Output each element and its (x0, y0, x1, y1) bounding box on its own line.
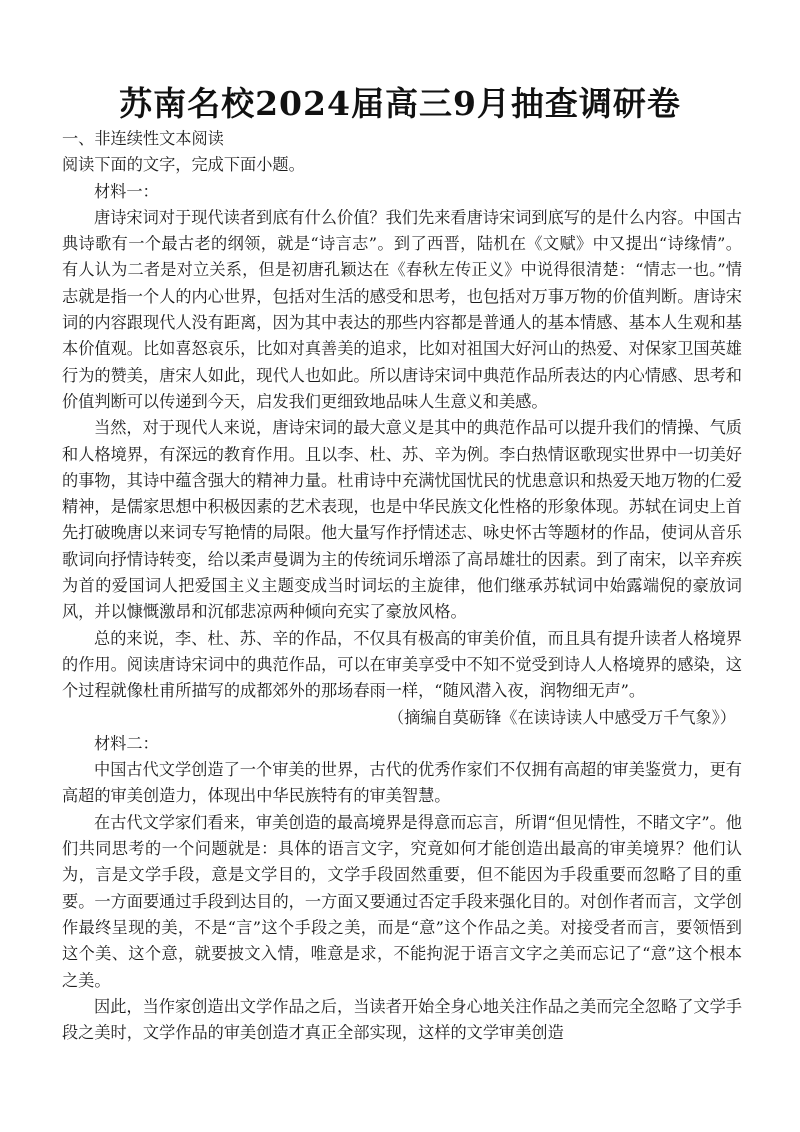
material-two-label: 材料二： (94, 733, 159, 753)
exam-title: 苏南名校2024届高三9月抽查调研卷 (119, 84, 681, 123)
section-heading: 一、非连续性文本阅读 (62, 129, 224, 148)
material-one-source: （摘编自莫砺锋《在读诗读人中感受万千气象》） (387, 707, 736, 727)
instruction-text: 阅读下面的文字，完成下面小题。 (62, 155, 305, 175)
material-one-paragraph: 唐诗宋词对于现代读者到底有什么价值？我们先来看唐诗宋词到底写的是什么内容。中国古典诗歌有一个最古老的纲领，就是“诗言志”。到了西晋，陆机在《文赋》中又提出“诗缘情”。有人认为二者是对立关系，但是初唐孔颖达在《春秋左传正义》中说得很清楚：“情志一也。”情志就是指一个人的内心世界，包括对生活的感受和思考，也包括对万事万物的价值判断。唐诗宋词的内容跟现代人没有距离，因为其中表达的那些内容都是普通人的基本情感、基本人生观和基本价值观。比如喜怒哀乐，比如对真善美的追求，比如对祖国大好河山的热爱、对保家卫国英雄行为的赞美，唐宋人如此，现代人也如此。所以唐诗宋词中典范作品所表达的内心情感、思考和价值判断可以传递到今天，启发我们更细致地品味人生意义和美感。 (62, 207, 742, 411)
material-one-paragraph: 当然，对于现代人来说，唐诗宋词的最大意义是其中的典范作品可以提升我们的情操、气质和人格境界，有深远的教育作用。且以李、杜、苏、辛为例。李白热情讴歌现实世界中一切美好的事物，其诗中蕴含强大的精神力量。杜甫诗中充满忧国忧民的忧患意识和热爱天地万物的仁爱精神，是儒家思想中积极因素的艺术表现，也是中华民族文化性格的形象体现。苏轼在词史上首先打破晚唐以来词专写艳情的局限。他大量写作抒情述志、咏史怀古等题材的作品，使词从音乐歌词向抒情诗转变，给以柔声曼调为主的传统词乐增添了高昂雄壮的因素。到了南宋，以辛弃疾为首的爱国词人把爱国主义主题变成当时词坛的主旋律，他们继承苏轼词中始露端倪的豪放词风，并以慷慨激昂和沉郁悲凉两种倾向充实了豪放风格。 (62, 418, 742, 622)
material-one-paragraph: 总的来说，李、杜、苏、辛的作品，不仅具有极高的审美价值，而且具有提升读者人格境界的作用。阅读唐诗宋词中的典范作品，可以在审美享受中不知不觉受到诗人人格境界的感染，这个过程就像杜甫所描写的成都郊外的那场春雨一样，“随风潜入夜，润物细无声”。 (62, 628, 742, 701)
reading-passage (62, 126, 742, 1046)
material-one-label: 材料一： (94, 181, 159, 201)
material-two-paragraph: 中国古代文学创造了一个审美的世界，古代的优秀作家们不仅拥有高超的审美鉴赏力，更有高超的审美创造力，体现出中华民族特有的审美智慧。 (62, 760, 742, 806)
material-two-paragraph: 在古代文学家们看来，审美创造的最高境界是得意而忘言，所谓“但见情性，不睹文字”。他们共同思考的一个问题就是：具体的语言文字，究竟如何才能创造出最高的审美境界？他们认为，言是文学手段，意是文学目的，文学手段固然重要，但不能因为手段重要而忽略了目的重要。一方面要通过手段到达目的，一方面又要通过否定手段来强化目的。对创作者而言，文学创作最终呈现的美，不是“言”这个手段之美，而是“意”这个作品之美。对接受者而言，要领悟到这个美、这个意，就要披文入情，唯意是求，不能拘泥于语言文字之美而忘记了“意”这个根本之美。 (62, 812, 742, 990)
material-two-paragraph: 因此，当作家创造出文学作品之后，当读者开始全身心地关注作品之美而完全忽略了文学手段之美时，文学作品的审美创造才真正全部实现，这样的文学审美创造 (62, 996, 742, 1043)
